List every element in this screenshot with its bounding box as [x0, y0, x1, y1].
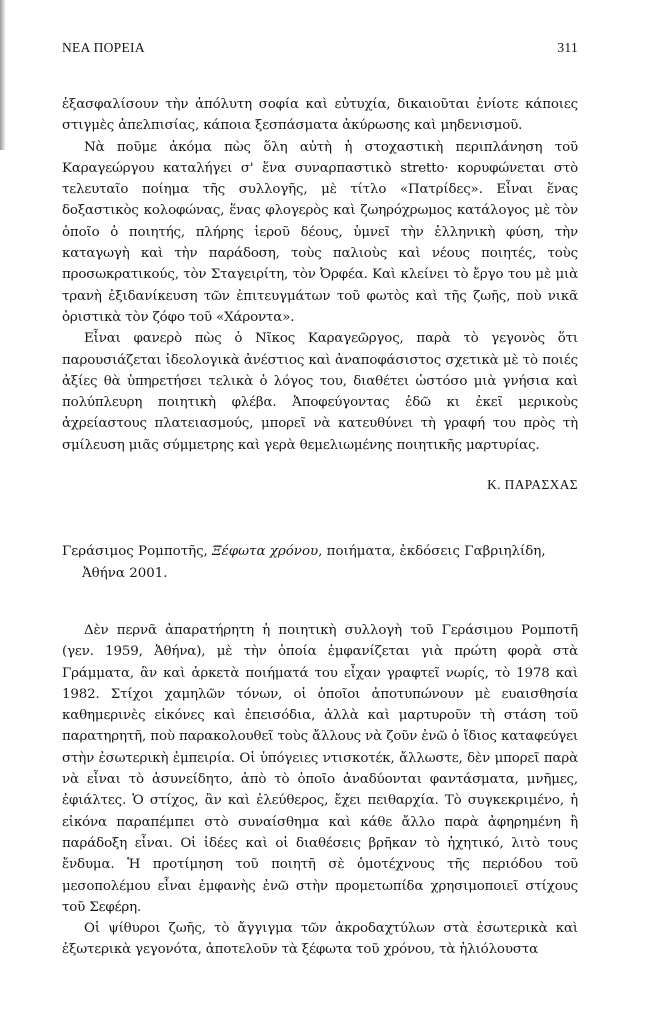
review-one	[62, 94, 578, 495]
page-spine-shadow	[0, 0, 6, 150]
document-page	[62, 40, 578, 961]
paragraph: Οἱ ψίθυροι ζωῆς, τὸ ἄγγιγμα τῶν ἀκροδαχτύλων στὰ ἐσωτερικὰ καὶ ἐξωτερικὰ γεγονότα, ἀποτελοῦν τὰ ξέφωτα τοῦ χρόνου, τὰ ἡλιόλουστα	[62, 921, 578, 958]
book-author: Γεράσιμος Ρομποτῆς,	[62, 544, 213, 560]
bibliographic-entry	[62, 541, 578, 584]
journal-title: ΝΕΑ ΠΟΡΕΙΑ	[62, 40, 145, 55]
paragraph: Νὰ ποῦμε ἀκόμα πὼς ὅλη αὐτὴ ἡ στοχαστικὴ περιπλάνηση τοῦ Καραγεώργου καταλήγει σ' ἕνα συναρπαστικὸ stretto· κορυφώνεται στὸ τελευταῖο ποίημα τῆς συλλογῆς, μὲ τίτλο «Πατρίδες». Εἶναι ἕνας δοξαστικὸς κολοφώνας, ἕνας φλογερὸς καὶ ζωηρόχρωμος κατάλογος μὲ τὸν ὁποῖο ὁ ποιητής, πλήρης ἱεροῦ δέους, ὑμνεῖ τὴν ἑλληνικὴ φύση, τὴν καταγωγὴ καὶ τὴν παράδοση, τοὺς παλιοὺς καὶ νέους ποιητές, τοὺς προσωκρατικούς, τὸν Σταγειρίτη, τὸν Ὀρφέα. Καὶ κλείνει τὸ ἔργο του μὲ μιὰ τρανὴ ἐξιδανίκευση τῶν ἐπιτευγμάτων τοῦ φωτὸς καὶ τῆς ζωῆς, ποὺ νικᾶ ὁριστικὰ τὸν ζόφο τοῦ «Χάροντα».	[62, 139, 578, 325]
paragraph: Εἶναι φανερὸ πὼς ὁ Νῖκος Καραγεῶργος, παρὰ τὸ γεγονὸς ὅτι παρουσιάζεται ἰδεολογικὰ ἀνέστιος καὶ ἀναποφάσιστος σχετικὰ μὲ τὸ ποιές ἀξίες θὰ ὑπηρετήσει τελικὰ ὁ λόγος του, διαθέτει ὡστόσο μιὰ γνήσια καὶ πολύπλευρη ποιητικὴ φλέβα. Ἀποφεύγοντας ἐδῶ κι ἐκεῖ μερικοὺς ἀχρείαστους πλατειασμούς, μπορεῖ νὰ κατευθύνει τὴ γραφή του πρὸς τὴ σμίλευση μιᾶς σύμμετρης καὶ γερὰ θεμελιωμένης ποιητικῆς μαρτυρίας.	[62, 331, 578, 453]
book-publication-details: , ποιήματα, ἐκδόσεις Γαβριηλίδη, Ἀθήνα 2001.	[82, 544, 546, 581]
paragraph: Δὲν περνᾶ ἀπαρατήρητη ἡ ποιητικὴ συλλογὴ τοῦ Γεράσιμου Ρομποτῆ (γεν. 1959, Ἀθήνα), μὲ τὴν ὁποία ἐμφανίζεται γιὰ πρώτη φορὰ στὰ Γράμματα, ἂν καὶ ἀρκετὰ ποιήματά του εἶχαν γραφτεῖ νωρίς, τὸ 1978 καὶ 1982. Στίχοι χαμηλῶν τόνων, οἱ ὁποῖοι ἀποτυπώνουν μὲ ευαισθησία καθημερινὲς εἰκόνες καὶ ἐπεισόδια, ἀλλὰ καὶ μαρτυροῦν τὴ στάση τοῦ παρατηρητῆ, ποὺ παρακολουθεῖ τοὺς ἄλλους νὰ ζοῦν ἐνῶ ὁ ἴδιος καταφεύγει στὴν ἐσωτερικὴ ἐμπειρία. Οἱ ὑπόγειες ντισκοτέκ, ἄλλωστε, δὲν μπορεῖ παρὰ νὰ εἶναι τὸ ἀσυνείδητο, ἀπὸ τὸ ὁποῖο ἀναδύονται φαντάσματα, μνῆμες, ἐφιάλτες. Ὁ στίχος, ἂν καὶ ἐλεύθερος, ἔχει πειθαρχία. Τὸ συγκεκριμένο, ἡ εἰκόνα παραπέμπει στὸ συναίσθημα καὶ κάθε ἄλλο παρὰ ἀφηρημένη ἢ παράδοξη εἶναι. Οἱ ἰδέες καὶ οἱ διαθέσεις βρῆκαν τὸ ἠχητικό, λιτὸ τους ἔνδυμα. Ἡ προτίμηση τοῦ ποιητῆ σὲ ὁμοτέχνους τῆς περιόδου τοῦ μεσοπολέμου εἶναι ἐμφανὴς ἐνῶ στὴν προμετωπίδα χρησιμοποιεῖ στίχους τοῦ Σεφέρη.	[62, 622, 578, 915]
paragraph: ἐξασφαλίσουν τὴν ἀπόλυτη σοφία καὶ εὐτυχία, δικαιοῦται ἐνίοτε κάποιες στιγμὲς ἀπελπισίας, κάποια ξεσπάσματα ἀκύρωσης καὶ μηδενισμοῦ.	[62, 97, 578, 134]
review-two	[62, 620, 578, 961]
book-title: Ξέφωτα χρόνου	[212, 544, 319, 560]
reviewer-signature: Κ. ΠΑΡΑΣΧΑΣ	[487, 477, 578, 493]
running-header	[62, 40, 578, 56]
page-number: 311	[557, 40, 578, 55]
